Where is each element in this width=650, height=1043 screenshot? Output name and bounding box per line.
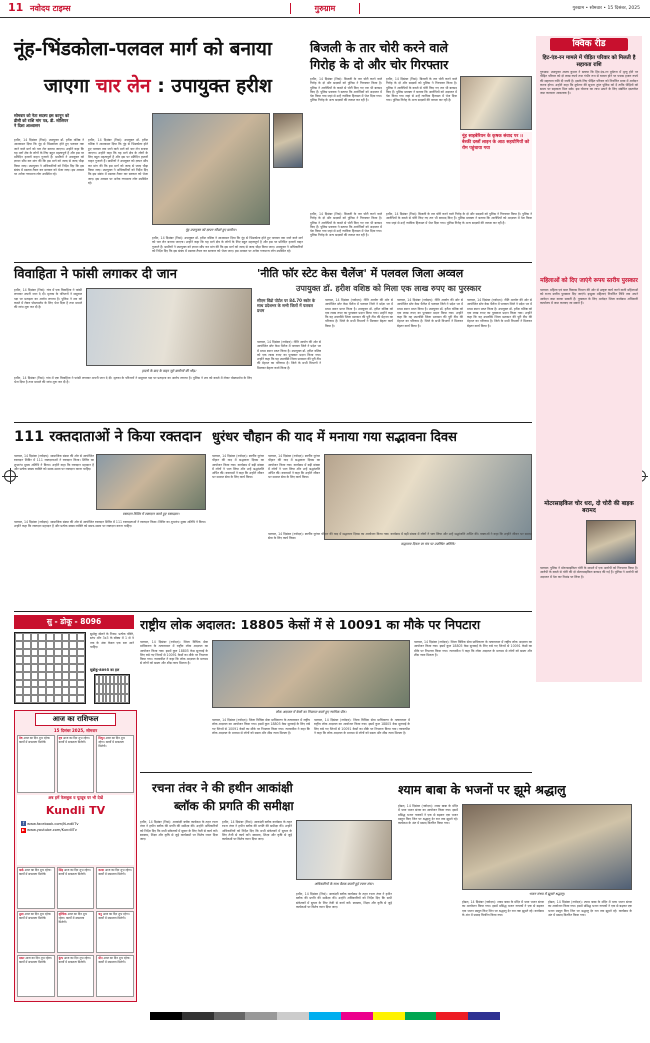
blood-photo-caption: रक्तदान शिविर में रक्तदान करते हुए रक्तदाता। — [122, 512, 180, 516]
blood-body-col1: पलवल, 14 दिसंबर (नवोदय): सामाजिक संस्था की ओर से आयोजित रक्तदान शिविर में 111 रक्तदाताओं ने रक्तदान किया। शिविर का शुभारंभ मुख्य अतिथि ने किया। उन्होंने कहा कि रक्तदान महादान है और प्रत्येक स्वस्थ व्यक्ति को समय-समय पर रक्तदान करना चाहिए। — [14, 454, 94, 471]
theft-headline-line2: गिरोह के दो और चोर गिरफ्तार — [310, 57, 449, 72]
divider-3 — [14, 611, 532, 612]
lead-headline-highlight: चार लेन — [95, 75, 151, 97]
rashi-kumbh: कुंभ आज का दिन शुभ रहेगा। कार्यों में सफलता मिलेगी। — [57, 955, 95, 997]
suicide-photo — [86, 288, 252, 366]
bhajan-body-col3: होडल, 14 दिसंबर (नवोदय): श्याम बाबा के मंदिर में भव्य भजन संध्या का आयोजन किया गया। इसमें प्रसिद्ध भजन गायकों ने एक से बढ़कर एक भजन प्रस्तुत किए जिन पर श्रद्धालु देर रात तक झूमते रहे। कार्यक्रम के अंत में प्रसाद वितरित किया गया। — [548, 900, 632, 917]
block-body-col2: हथीन, 14 दिसंबर (निसं): आकांक्षी ब्लॉक कार्यक्रम के तहत रचना तंवर ने हथीन ब्लॉक की प्रगति की समीक्षा की। उन्होंने अधिकारियों को निर्देश दिए कि सभी संकेतकों में सुधार के लिए तेजी से कार्य करें। स्वास्थ्य, शिक्षा और कृषि से जुड़े कार्यक्रमों पर विशेष ध्यान दिया जाए। — [222, 820, 292, 842]
horoscope-grid-top — [17, 735, 134, 793]
rashi-vrishabh: वृष आज का दिन शुभ रहेगा। कार्यों में सफलता मिलेगी। — [57, 735, 95, 793]
dateline: गुरुग्राम • सोमवार • 15 दिसंबर, 2025 — [572, 6, 640, 11]
suicide-body-col1: हथीन, 14 दिसंबर (निसं): गांव में एक विवाहिता ने फांसी लगाकर अपनी जान दे दी। मृतका के परिजनों ने ससुराल पक्ष पर प्रताड़ना का आरोप लगाया है। पुलिस ने शव को कब्जे में लेकर पोस्टमार्टम के लिए भेज दिया है तथा मामले की जांच शुरू कर दी है। — [14, 288, 82, 310]
police-illustration — [586, 520, 636, 564]
rashi-meen: मीन आज का दिन शुभ रहेगा। कार्यों में सफलता मिलेगी। — [96, 955, 134, 997]
horoscope-grid-bottom — [17, 867, 134, 997]
blood-photo — [96, 454, 206, 510]
lead-headline-part-c: : उपायुक्त हरीश — [150, 75, 272, 97]
kundli-facebook: f www.facebook.com/KundliTv — [22, 821, 79, 826]
block-photo-caption: अधिकारियों के साथ बैठक करती हुई रचना तंवर। — [314, 882, 374, 886]
youtube-icon: ▶ — [22, 828, 25, 832]
harmony-photo-caption: सद्भावना दिवस पर मंच पर उपस्थित अतिथि। — [400, 542, 456, 546]
suicide-photo-caption: हादसे के बाद के बाहर जुटे ग्रामीणों की भीड़। — [141, 369, 197, 373]
lead-bullet-2: डीसी को राशि मांग पत्र, डी. सोशियन — [14, 118, 69, 124]
award-headline: 'नीति फॉर स्टेट केस चैलेंज' में पलवल जिला अव्वल — [257, 267, 464, 280]
bhajan-photo-caption: भजन संध्या में झूमते श्रद्धालु। — [529, 892, 565, 896]
quick-read-mid-title: महिलाओं को दिए जाएंगे रूपय स्तरीय पुरस्कार — [540, 278, 638, 284]
block-body-col3: हथीन, 14 दिसंबर (निसं): आकांक्षी ब्लॉक कार्यक्रम के तहत रचना तंवर ने हथीन ब्लॉक की प्रगति की समीक्षा की। उन्होंने अधिकारियों को निर्देश दिए कि सभी संकेतकों में सुधार के लिए तेजी से कार्य करें। स्वास्थ्य, शिक्षा और कृषि से जुड़े कार्यक्रमों पर विशेष ध्यान दिया जाए। — [296, 892, 392, 909]
divider-1 — [14, 262, 532, 263]
divider-2 — [14, 422, 532, 423]
divider-4 — [140, 772, 532, 773]
harmony-photo — [324, 454, 532, 540]
lok-adalat-photo — [212, 640, 410, 708]
rashi-vrishchik: वृश्चिक आज का दिन शुभ रहेगा। कार्यों में सफलता मिलेगी। — [57, 911, 95, 953]
lok-adalat-body-col1: पलवल, 14 दिसंबर (नवोदय): जिला विधिक सेवा प्राधिकरण के तत्वावधान में राष्ट्रीय लोक अदालत का आयोजन किया गया। इसमें कुल 18805 केस सुनवाई के लिए रखे गए जिनमें से 10091 केसों का मौके पर निपटारा किया गया। न्यायाधीश ने कहा कि लोक अदालत के माध्यम से लोगों को सस्ता और शीघ्र न्याय मिलता है। — [140, 640, 208, 666]
lok-adalat-headline: राष्ट्रीय लोक अदालत: 18805 केसों में से 10091 का मौके पर निपटारा — [140, 617, 481, 632]
theft-body-col2: हथीन, 14 दिसंबर (निसं): बिजली के तार चोरी करने वाले गिरोह के दो और सदस्यों को पुलिस ने गिरफ्तार किया है। पुलिस ने आरोपियों के कब्जे से चोरी किए गए तार भी बरामद किए हैं। पुलिस प्रवक्ता ने बताया कि आरोपियों को अदालत में पेश किया गया जहां से उन्हें न्यायिक हिरासत में भेज दिया गया। पुलिस गिरोह के अन्य सदस्यों की तलाश कर रही है। — [386, 77, 457, 103]
suicide-headline: विवाहिता ने फांसी लगाकर दी जान — [14, 267, 177, 282]
award-bullet: सीएम विंडो पोर्टल पर 84.70 स्कोर के साथ प्रदेशभर के सभी जिलों में पलवल प्रथम — [257, 298, 316, 314]
block-body-col1: हथीन, 14 दिसंबर (निसं): आकांक्षी ब्लॉक कार्यक्रम के तहत रचना तंवर ने हथीन ब्लॉक की प्रगति की समीक्षा की। उन्होंने अधिकारियों को निर्देश दिए कि सभी संकेतकों में सुधार के लिए तेजी से कार्य करें। स्वास्थ्य, शिक्षा और कृषि से जुड़े कार्यक्रमों पर विशेष ध्यान दिया जाए। — [140, 820, 218, 842]
sudoku-answer-grid — [94, 674, 130, 704]
award-body-col3: पलवल, 14 दिसंबर (नवोदय): नीति आयोग की ओर से आयोजित स्टेट केस चैलेंज में पलवल जिले ने प्रदेश भर में प्रथम स्थान प्राप्त किया है। उपायुक्त डॉ. हरीश वशिष्ठ को एक लाख रुपए का पुरस्कार प्रदान किया गया। उन्होंने कहा कि यह उपलब्धि जिला प्रशासन की पूरी टीम की मेहनत का परिणाम है। जिले के सभी विभागों ने मिलकर बेहतर कार्य किया है। — [397, 298, 463, 328]
sudoku-grid — [14, 632, 86, 704]
lok-adalat-photo-caption: लोक अदालत में केसों का निपटारा करते हुए न्यायिक पीठ। — [275, 710, 347, 714]
lead-body-col3: हथीन, 14 दिसंबर (निसं): उपायुक्त डॉ. हरीश वशिष्ठ ने आश्वासन दिया कि नूंह से भिंडकोला होते हुए पलवल तक जाने वाले मार्ग को चार लेन बनाया जाएगा। उन्होंने कहा कि यह मार्ग क्षेत्र के लोगों के लिए बहुत महत्वपूर्ण है और इस पर प्रतिदिन हजारों वाहन गुजरते हैं। ग्रामीणों ने उपायुक्त को ज्ञापन सौंप कर मांग की कि इस मार्ग को जल्द से जल्द चौड़ा किया जाए। उपायुक्त ने अधिकारियों को निर्देश दिए कि इस संबंध में प्रस्ताव तैयार कर सरकार को भेजा जाए। इस अवसर पर अनेक गणमान्य लोग उपस्थित रहे। — [152, 236, 303, 253]
page-number: 11 — [8, 1, 24, 14]
lok-adalat-body-col3: पलवल, 14 दिसंबर (नवोदय): जिला विधिक सेवा प्राधिकरण के तत्वावधान में राष्ट्रीय लोक अदालत का आयोजन किया गया। इसमें कुल 18805 केस सुनवाई के लिए रखे गए जिनमें से 10091 केसों का मौके पर निपटारा किया गया। न्यायाधीश ने कहा कि लोक अदालत के माध्यम से लोगों को सस्ता और शीघ्र न्याय मिलता है। — [314, 718, 410, 735]
lead-photo — [152, 113, 270, 225]
harmony-headline: धुरंधर चौहान की याद में मनाया गया सद्भावना दिवस — [212, 430, 457, 445]
kundli-promo — [17, 795, 134, 865]
lok-adalat-body-col2: पलवल, 14 दिसंबर (नवोदय): जिला विधिक सेवा प्राधिकरण के तत्वावधान में राष्ट्रीय लोक अदालत का आयोजन किया गया। इसमें कुल 18805 केस सुनवाई के लिए रखे गए जिनमें से 10091 केसों का मौके पर निपटारा किया गया। न्यायाधीश ने कहा कि लोक अदालत के माध्यम से लोगों को सस्ता और शीघ्र न्याय मिलता है। — [212, 718, 310, 735]
theft-body-col3: हथीन, 14 दिसंबर (निसं): बिजली के तार चोरी करने वाले गिरोह के दो और सदस्यों को पुलिस ने गिरफ्तार किया है। पुलिस ने आरोपियों के कब्जे से चोरी किए गए तार भी बरामद किए हैं। पुलिस प्रवक्ता ने बताया कि आरोपियों को अदालत में पेश किया गया जहां से उन्हें न्यायिक हिरासत में भेज दिया गया। पुलिस गिरोह के अन्य सदस्यों की तलाश कर रही है। — [386, 212, 532, 225]
theft-body-col0: हथीन, 14 दिसंबर (निसं): बिजली के तार चोरी करने वाले गिरोह के दो और सदस्यों को पुलिस ने गिरफ्तार किया है। पुलिस ने आरोपियों के कब्जे से चोरी किए गए तार भी बरामद किए हैं। पुलिस प्रवक्ता ने बताया कि आरोपियों को अदालत में पेश किया गया जहां से उन्हें न्यायिक हिरासत में भेज दिया गया। पुलिस गिरोह के अन्य सदस्यों की तलाश कर रही है। — [310, 212, 382, 238]
bhajan-body-col2: होडल, 14 दिसंबर (नवोदय): श्याम बाबा के मंदिर में भव्य भजन संध्या का आयोजन किया गया। इसमें प्रसिद्ध भजन गायकों ने एक से बढ़कर एक भजन प्रस्तुत किए जिन पर श्रद्धालु देर रात तक झूमते रहे। कार्यक्रम के अंत में प्रसाद वितरित किया गया। — [462, 900, 544, 917]
bhajan-body-col1: होडल, 14 दिसंबर (नवोदय): श्याम बाबा के मंदिर में भव्य भजन संध्या का आयोजन किया गया। इसमें प्रसिद्ध भजन गायकों ने एक से बढ़कर एक भजन प्रस्तुत किए जिन पर श्रद्धालु देर रात तक झूमते रहे। कार्यक्रम के अंत में प्रसाद वितरित किया गया। — [398, 804, 458, 826]
lok-adalat-body-col4: पलवल, 14 दिसंबर (नवोदय): जिला विधिक सेवा प्राधिकरण के तत्वावधान में राष्ट्रीय लोक अदालत का आयोजन किया गया। इसमें कुल 18805 केस सुनवाई के लिए रखे गए जिनमें से 10091 केसों का मौके पर निपटारा किया गया। न्यायाधीश ने कहा कि लोक अदालत के माध्यम से लोगों को सस्ता और शीघ्र न्याय मिलता है। — [414, 640, 532, 657]
facebook-icon: f — [22, 821, 25, 826]
quick-read-low-title: मोटरसाइकिल चोर धरा, दो चोरी की बाइक बरामद — [544, 501, 634, 514]
kundli-brand: Kundli TV — [45, 804, 106, 817]
kundli-tagline: अब हमें फेसबुक व यूट्यूब पर भी देखें — [48, 795, 103, 800]
horoscope-box — [14, 710, 137, 1002]
lead-headline-part-a: जाएगा — [44, 75, 96, 97]
theft-highlight-box: नूंह साइबेरियन के कृषक संवाद पर ।। बेरकी दस्तों लाइन के आठ सहयोगियों को रोम पहुंचाया गया — [460, 132, 532, 210]
block-headline-line2: ब्लॉक की प्रगति की समीक्षा — [174, 799, 294, 813]
lead-headline-line1: नूंह-भिंडकोला-पलवल मार्ग को बनाया — [14, 38, 272, 60]
rashi-singh: सिंह आज का दिन शुभ रहेगा। कार्यों में सफलता मिलेगी। — [57, 867, 95, 909]
award-subhead: उपायुक्त डॉ. हरीश वशिष्ठ को मिला एक लाख रुपए का पुरस्कार — [296, 284, 481, 293]
award-body-col2: पलवल, 14 दिसंबर (नवोदय): नीति आयोग की ओर से आयोजित स्टेट केस चैलेंज में पलवल जिले ने प्रदेश भर में प्रथम स्थान प्राप्त किया है। उपायुक्त डॉ. हरीश वशिष्ठ को एक लाख रुपए का पुरस्कार प्रदान किया गया। उन्होंने कहा कि यह उपलब्धि जिला प्रशासन की पूरी टीम की मेहनत का परिणाम है। जिले के सभी विभागों ने मिलकर बेहतर कार्य किया है। — [325, 298, 393, 328]
rashi-mithun: मिथुन आज का दिन शुभ रहेगा। कार्यों में सफलता मिलेगी। — [96, 735, 134, 793]
block-headline-line1: रचना तंवर ने की हथीन आकांक्षी — [152, 781, 293, 795]
lead-body-col2: हथीन, 14 दिसंबर (निसं): उपायुक्त डॉ. हरीश वशिष्ठ ने आश्वासन दिया कि नूंह से भिंडकोला होते हुए पलवल तक जाने वाले मार्ग को चार लेन बनाया जाएगा। उन्होंने कहा कि यह मार्ग क्षेत्र के लोगों के लिए बहुत महत्वपूर्ण है और इस पर प्रतिदिन हजारों वाहन गुजरते हैं। ग्रामीणों ने उपायुक्त को ज्ञापन सौंप कर मांग की कि इस मार्ग को जल्द से जल्द चौड़ा किया जाए। उपायुक्त ने अधिकारियों को निर्देश दिए कि इस संबंध में प्रस्ताव तैयार कर सरकार को भेजा जाए। इस अवसर पर अनेक गणमान्य लोग उपस्थित रहे। — [88, 138, 148, 185]
rashi-tula: तुला आज का दिन शुभ रहेगा। कार्यों में सफलता मिलेगी। — [17, 911, 55, 953]
suicide-body-col2: हथीन, 14 दिसंबर (निसं): गांव में एक विवाहिता ने फांसी लगाकर अपनी जान दे दी। मृतका के परिजनों ने ससुराल पक्ष पर प्रताड़ना का आरोप लगाया है। पुलिस ने शव को कब्जे में लेकर पोस्टमार्टम के लिए भेज दिया है तथा मामले की जांच शुरू कर दी है। — [14, 376, 252, 385]
harmony-body-col2: पलवल, 14 दिसंबर (नवोदय): स्वर्गीय धुरंधर चौहान की याद में सद्भावना दिवस का आयोजन किया गया। कार्यक्रम में बड़ी संख्या में लोगों ने भाग लिया और उन्हें श्रद्धांजलि अर्पित की। वक्ताओं ने कहा कि उन्होंने जीवन भर समाज सेवा के लिए कार्य किया। — [268, 454, 320, 480]
sudoku-answer-label: सुडोकू-8095 का हल — [90, 668, 120, 672]
lead-body-col1: हथीन, 14 दिसंबर (निसं): उपायुक्त डॉ. हरीश वशिष्ठ ने आश्वासन दिया कि नूंह से भिंडकोला होते हुए पलवल तक जाने वाले मार्ग को चार लेन बनाया जाएगा। उन्होंने कहा कि यह मार्ग क्षेत्र के लोगों के लिए बहुत महत्वपूर्ण है और इस पर प्रतिदिन हजारों वाहन गुजरते हैं। ग्रामीणों ने उपायुक्त को ज्ञापन सौंप कर मांग की कि इस मार्ग को जल्द से जल्द चौड़ा किया जाए। उपायुक्त ने अधिकारियों को निर्देश दिए कि इस संबंध में प्रस्ताव तैयार कर सरकार को भेजा जाए। इस अवसर पर अनेक गणमान्य लोग उपस्थित रहे। — [14, 138, 84, 177]
lead-bullets — [14, 113, 144, 129]
masthead-strip — [0, 0, 650, 18]
award-body-col4: पलवल, 14 दिसंबर (नवोदय): नीति आयोग की ओर से आयोजित स्टेट केस चैलेंज में पलवल जिले ने प्रदेश भर में प्रथम स्थान प्राप्त किया है। उपायुक्त डॉ. हरीश वशिष्ठ को एक लाख रुपए का पुरस्कार प्रदान किया गया। उन्होंने कहा कि यह उपलब्धि जिला प्रशासन की पूरी टीम की मेहनत का परिणाम है। जिले के सभी विभागों ने मिलकर बेहतर कार्य किया है। — [467, 298, 532, 328]
harmony-body-col3: पलवल, 14 दिसंबर (नवोदय): स्वर्गीय धुरंधर चौहान की याद में सद्भावना दिवस का आयोजन किया गया। कार्यक्रम में बड़ी संख्या में लोगों ने भाग लिया और उन्हें श्रद्धांजलि अर्पित की। वक्ताओं ने कहा कि उन्होंने जीवन भर समाज सेवा के लिए कार्य किया। — [268, 532, 532, 541]
rashi-dhanu: धनु आज का दिन शुभ रहेगा। कार्यों में सफलता मिलेगी। — [96, 911, 134, 953]
lead-headline-line2 — [44, 74, 272, 98]
quick-read-top-title: हिट-एंड-रन मामले में पीड़ित परिवार को मिलती है सहायता राशि — [542, 55, 636, 68]
lead-bullet-3: ने दिशा आश्वासन — [14, 123, 40, 129]
section-name: गुरुग्राम — [290, 3, 360, 14]
harmony-body-col1: पलवल, 14 दिसंबर (नवोदय): स्वर्गीय धुरंधर चौहान की याद में सद्भावना दिवस का आयोजन किया गया। कार्यक्रम में बड़ी संख्या में लोगों ने भाग लिया और उन्हें श्रद्धांजलि अर्पित की। वक्ताओं ने कहा कि उन्होंने जीवन भर समाज सेवा के लिए कार्य किया। — [212, 454, 264, 480]
bhajan-photo — [462, 804, 632, 890]
lead-photo-2 — [273, 113, 303, 168]
rashi-mesh: मेष आज का दिन शुभ रहेगा। कार्यों में सफलता मिलेगी। — [17, 735, 55, 793]
award-body-col1: पलवल, 14 दिसंबर (नवोदय): नीति आयोग की ओर से आयोजित स्टेट केस चैलेंज में पलवल जिले ने प्रदेश भर में प्रथम स्थान प्राप्त किया है। उपायुक्त डॉ. हरीश वशिष्ठ को एक लाख रुपए का पुरस्कार प्रदान किया गया। उन्होंने कहा कि यह उपलब्धि जिला प्रशासन की पूरी टीम की मेहनत का परिणाम है। जिले के सभी विभागों ने मिलकर बेहतर कार्य किया है। — [257, 340, 321, 370]
rashi-kanya: कन्या आज का दिन शुभ रहेगा। कार्यों में सफलता मिलेगी। — [96, 867, 134, 909]
horoscope-date: 15 दिसंबर 2025, सोमवार — [53, 728, 98, 733]
sudoku-label: सु - डोकू - 8096 — [14, 615, 134, 629]
horoscope-title: आज का राशिफल — [35, 713, 116, 726]
rashi-kark: कर्क आज का दिन शुभ रहेगा। कार्यों में सफलता मिलेगी। — [17, 867, 55, 909]
theft-photo — [460, 76, 532, 130]
blood-headline: 111 रक्तदाताओं ने किया रक्तदान — [14, 429, 202, 445]
paper-name-logo: नवोदय टाइम्स — [30, 4, 71, 13]
theft-headline-line1: बिजली के तार चोरी करने वाले — [310, 40, 449, 55]
sudoku-instructions: सुडोकू खेलने के नियम: प्रत्येक पंक्ति, स्तंभ और 3x3 के बॉक्स में 1 से 9 तक के अंक केवल एक बार आने चाहिए। — [90, 632, 134, 649]
block-photo — [296, 820, 392, 880]
quick-read-top-body: गुरुग्राम: उपायुक्त अजय कुमार ने बताया कि हिट-एंड-रन दुर्घटना में मृत्यु होने पर पीड़ित परिवार को दो लाख रुपये तथा गंभीर रूप से घायल होने पर पचास हजार रुपये की सहायता राशि दी जाती है। इसके लिए पीड़ित परिवार को निर्धारित प्रपत्र में आवेदन करना होगा। उन्होंने कहा कि दुर्घटना की सूचना तुरंत पुलिस को दें ताकि पीड़ितों को समय पर सहायता मिल सके। इस योजना का लाभ उठाने के लिए संबंधित दस्तावेज जमा करवाना आवश्यक है। — [540, 70, 638, 96]
lead-bullet-1: सोमवार को नेता सदस्य इस कानून को — [14, 113, 70, 118]
kundli-youtube: ▶ www.youtube.com/KundliTv — [22, 828, 77, 832]
blood-body-col2: पलवल, 14 दिसंबर (नवोदय): सामाजिक संस्था की ओर से आयोजित रक्तदान शिविर में 111 रक्तदाताओं ने रक्तदान किया। शिविर का शुभारंभ मुख्य अतिथि ने किया। उन्होंने कहा कि रक्तदान महादान है और प्रत्येक स्वस्थ व्यक्ति को समय-समय पर रक्तदान करना चाहिए। — [14, 520, 206, 529]
lead-photo-caption: नूंह उपायुक्त को ज्ञापन सौंपते हुए ग्रामीण। — [185, 228, 237, 232]
rashi-makar: मकर आज का दिन शुभ रहेगा। कार्यों में सफलता मिलेगी। — [17, 955, 55, 997]
color-bar — [150, 1012, 500, 1020]
quick-read-heading: क्विक रीड — [550, 38, 628, 51]
theft-body-col1: हथीन, 14 दिसंबर (निसं): बिजली के तार चोरी करने वाले गिरोह के दो और सदस्यों को पुलिस ने गिरफ्तार किया है। पुलिस ने आरोपियों के कब्जे से चोरी किए गए तार भी बरामद किए हैं। पुलिस प्रवक्ता ने बताया कि आरोपियों को अदालत में पेश किया गया जहां से उन्हें न्यायिक हिरासत में भेज दिया गया। पुलिस गिरोह के अन्य सदस्यों की तलाश कर रही है। — [310, 77, 382, 103]
quick-read-mid-body: पलवल: महिला एवं बाल विकास विभाग की ओर से उत्कृष्ट कार्य करने वाली महिलाओं को राज्य स्तरीय पुरस्कार दिए जाएंगे। इच्छुक महिलाएं निर्धारित तिथि तक अपने आवेदन जमा करवा सकती हैं। पुरस्कार के लिए आवेदन जिला कार्यक्रम अधिकारी कार्यालय में जमा करवाए जा सकते हैं। — [540, 288, 638, 305]
quick-read-sidebar — [536, 36, 642, 682]
bhajan-headline: श्याम बाबा के भजनों पर झूमे श्रद्धालु — [398, 782, 566, 797]
quick-read-low-body: पलवल: पुलिस ने मोटरसाइकिल चोरी के मामले में एक आरोपी को गिरफ्तार किया है। आरोपी के कब्जे से चोरी की दो मोटरसाइकिल बरामद की गई हैं। पुलिस ने आरोपी को अदालत में पेश कर रिमांड पर लिया है। — [540, 566, 638, 579]
